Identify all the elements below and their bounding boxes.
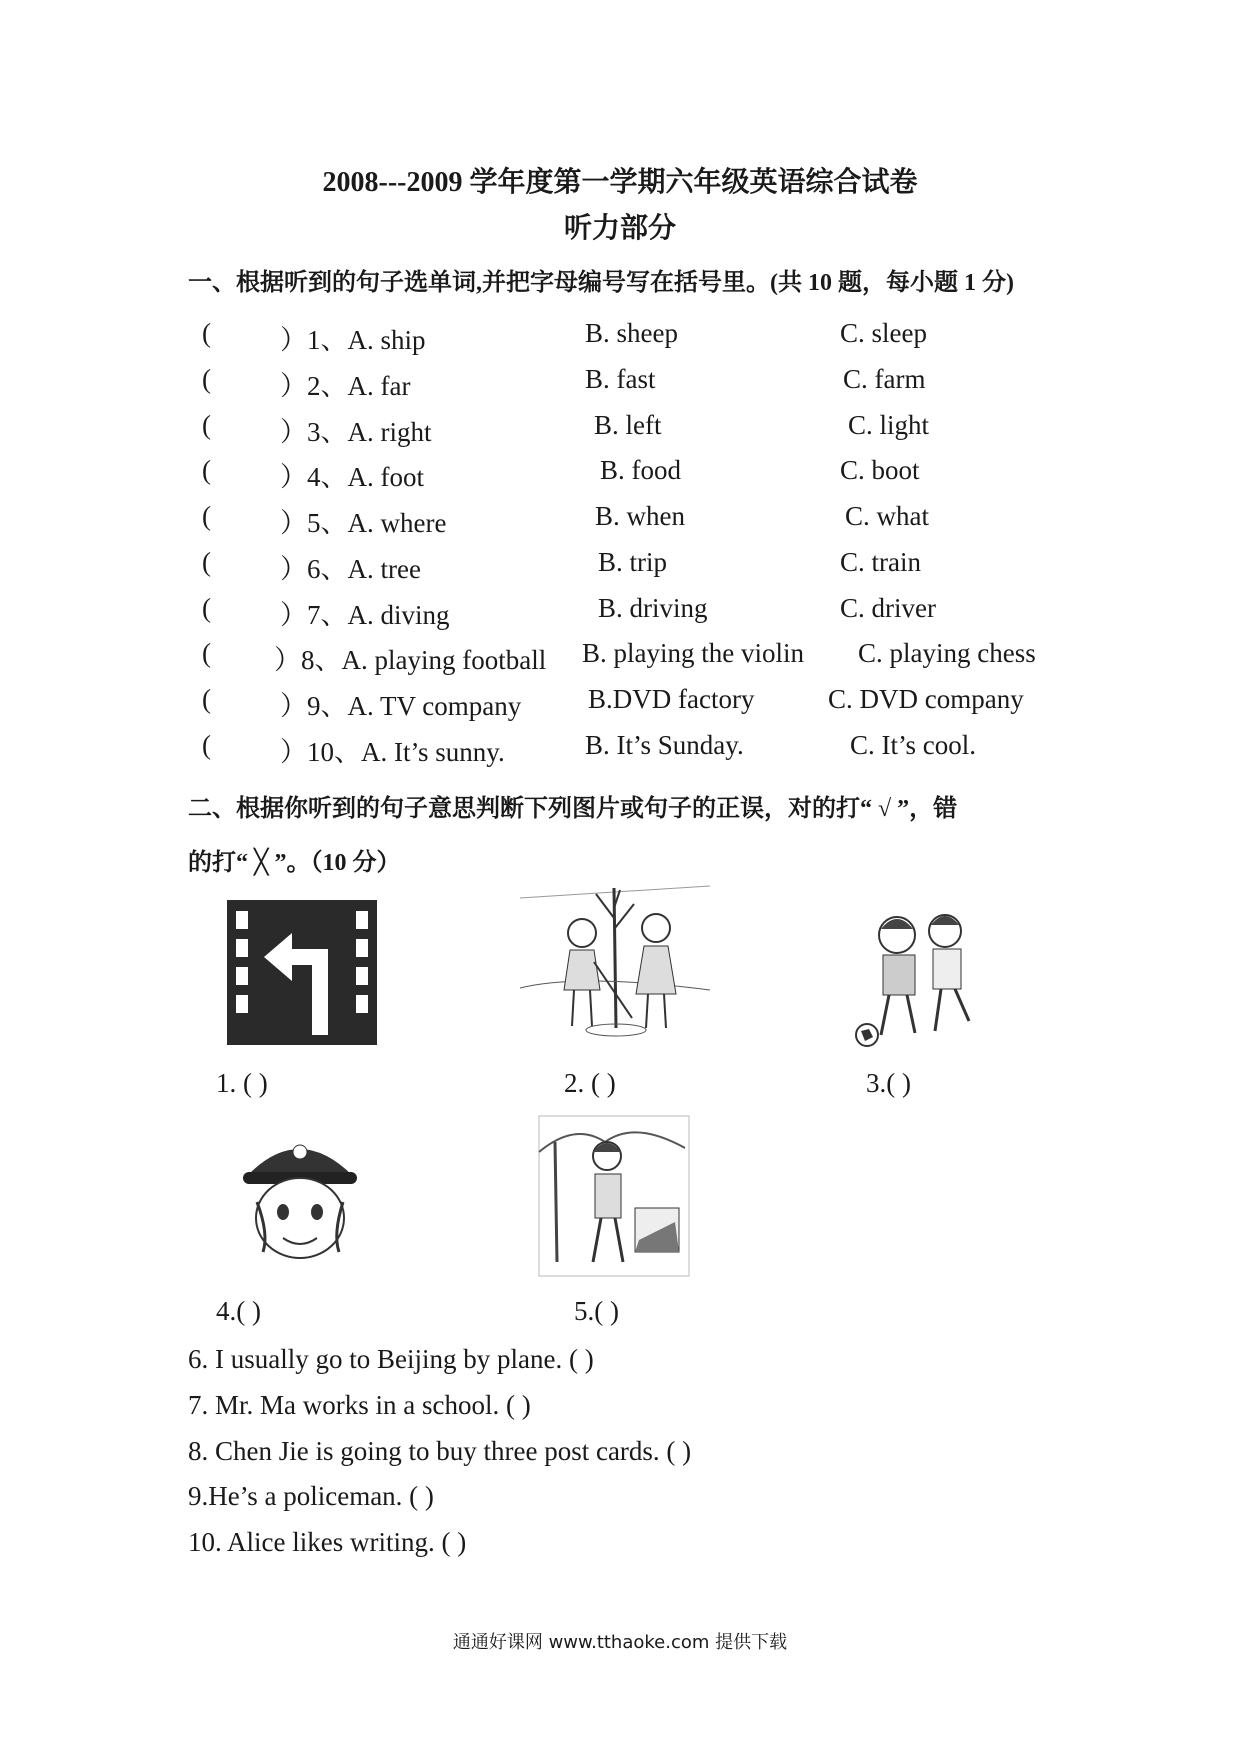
option-b: B. driving bbox=[598, 593, 708, 623]
option-c: C. farm bbox=[843, 364, 926, 394]
picture-4-answer[interactable]: 4.( ) bbox=[216, 1296, 261, 1326]
page-subtitle: 听力部分 bbox=[563, 213, 676, 244]
option-b: B. sheep bbox=[585, 318, 678, 348]
answer-bracket[interactable]: ( bbox=[202, 638, 211, 668]
planting-tree-picture bbox=[520, 878, 710, 1048]
answer-bracket[interactable]: ( bbox=[202, 501, 211, 531]
picture-1-answer[interactable]: 1. ( ) bbox=[216, 1068, 268, 1098]
picture-3-answer[interactable]: 3.( ) bbox=[866, 1068, 911, 1098]
sentence-10[interactable]: 10. Alice likes writing. ( ) bbox=[188, 1527, 467, 1557]
option-c: C. DVD company bbox=[828, 684, 1024, 714]
picture-5-answer[interactable]: 5.( ) bbox=[574, 1296, 619, 1326]
section2-heading-line1: 二、根据你听到的句子意思判断下列图片或句子的正误，对的打“ √ ”，错 bbox=[188, 796, 958, 822]
option-b: B. left bbox=[594, 410, 662, 440]
option-a: ）5、A. where bbox=[280, 508, 447, 538]
answer-bracket[interactable]: ( bbox=[202, 730, 211, 760]
footer-text: 通通好课网 www.tthaoke.com 提供下载 bbox=[452, 1632, 788, 1653]
option-b: B. when bbox=[595, 501, 685, 531]
option-a: ）8、A. playing football bbox=[274, 645, 547, 675]
answer-bracket[interactable]: ( bbox=[202, 547, 211, 577]
policeman-picture bbox=[235, 1122, 365, 1282]
answer-bracket[interactable]: ( bbox=[202, 593, 211, 623]
page-title: 2008---2009 学年度第一学期六年级英语综合试卷 bbox=[322, 167, 918, 198]
option-b: B. It’s Sunday. bbox=[585, 730, 744, 760]
option-a: ）4、A. foot bbox=[280, 462, 424, 492]
section1-heading: 一、根据听到的句子选单词,并把字母编号写在括号里。(共 10 题，每小题 1 分) bbox=[188, 270, 1014, 296]
option-a: ）10、A. It’s sunny. bbox=[280, 737, 505, 767]
option-b: B.DVD factory bbox=[588, 684, 755, 714]
sentence-6[interactable]: 6. I usually go to Beijing by plane. ( ) bbox=[188, 1344, 594, 1374]
option-a: ）1、A. ship bbox=[280, 325, 426, 355]
option-b: B. food bbox=[600, 455, 681, 485]
option-a: ）7、A. diving bbox=[280, 600, 450, 630]
turn-left-sign-picture bbox=[222, 895, 382, 1050]
option-c: C. light bbox=[848, 410, 930, 440]
option-a: ）2、A. far bbox=[280, 371, 411, 401]
walking-park-picture bbox=[535, 1112, 695, 1282]
option-b: B. fast bbox=[585, 364, 656, 394]
option-c: C. playing chess bbox=[858, 638, 1036, 668]
option-c: C. sleep bbox=[840, 318, 927, 348]
option-c: C. driver bbox=[840, 593, 936, 623]
sentence-9[interactable]: 9.He’s a policeman. ( ) bbox=[188, 1481, 434, 1511]
sentence-7[interactable]: 7. Mr. Ma works in a school. ( ) bbox=[188, 1390, 531, 1420]
option-a: ）6、A. tree bbox=[280, 554, 421, 584]
section2-heading-line2: 的打“ ╳ ”。（10 分） bbox=[188, 850, 401, 876]
answer-bracket[interactable]: ( bbox=[202, 410, 211, 440]
option-a: ）9、A. TV company bbox=[280, 691, 522, 721]
sentence-8[interactable]: 8. Chen Jie is going to buy three post cards. ( ) bbox=[188, 1436, 692, 1466]
option-c: C. train bbox=[840, 547, 921, 577]
option-b: B. trip bbox=[598, 547, 668, 577]
option-c: C. what bbox=[845, 501, 929, 531]
option-c: C. boot bbox=[840, 455, 920, 485]
option-c: C. It’s cool. bbox=[850, 730, 976, 760]
option-b: B. playing the violin bbox=[582, 638, 804, 668]
answer-bracket[interactable]: ( bbox=[202, 455, 211, 485]
playing-football-picture bbox=[845, 895, 995, 1055]
answer-bracket[interactable]: ( bbox=[202, 318, 211, 348]
answer-bracket[interactable]: ( bbox=[202, 684, 211, 714]
picture-2-answer[interactable]: 2. ( ) bbox=[564, 1068, 616, 1098]
option-a: ）3、A. right bbox=[280, 417, 432, 447]
answer-bracket[interactable]: ( bbox=[202, 364, 211, 394]
